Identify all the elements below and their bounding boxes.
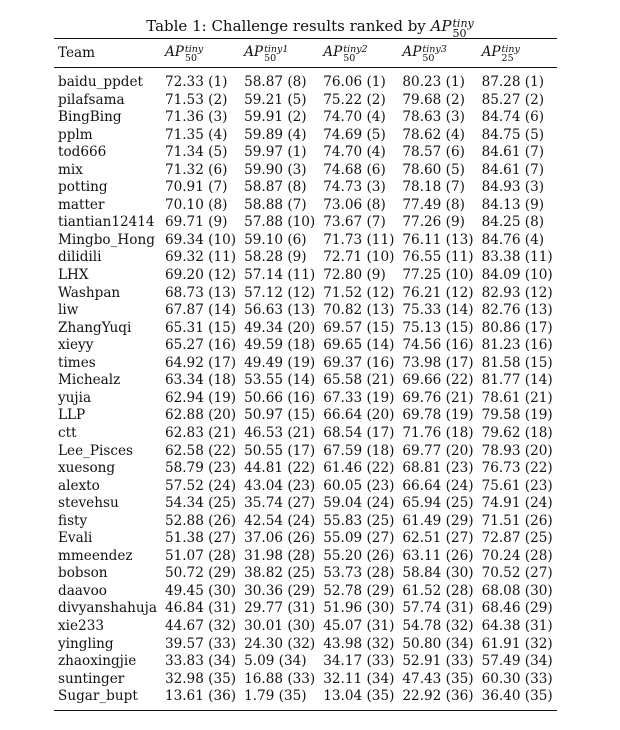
cell-ap50-tiny2: 72.80 (9) bbox=[323, 267, 386, 284]
cell-ap25-tiny: 84.61 (7) bbox=[481, 161, 545, 178]
cell-ap50-tiny1: 59.97 (1) bbox=[244, 144, 307, 161]
cell-team: fisty bbox=[58, 512, 88, 529]
caption-ap: AP bbox=[430, 17, 452, 35]
cell-ap50-tiny3: 73.98 (17) bbox=[402, 354, 474, 371]
table-row bbox=[54, 109, 557, 127]
cell-ap50-tiny3: 77.26 (9) bbox=[402, 214, 465, 231]
cell-ap50-tiny1: 59.89 (4) bbox=[244, 126, 307, 143]
cell-ap50-tiny2: 52.78 (29) bbox=[323, 582, 395, 599]
cell-ap50-tiny1: 53.55 (14) bbox=[244, 372, 316, 389]
cell-ap25-tiny: 68.46 (29) bbox=[481, 600, 553, 617]
table-row bbox=[54, 478, 557, 496]
cell-ap50-tiny: 46.84 (31) bbox=[164, 600, 237, 617]
cell-ap50-tiny3: 77.49 (8) bbox=[402, 196, 465, 213]
table-row bbox=[54, 565, 557, 583]
cell-ap50-tiny1: 57.88 (10) bbox=[244, 214, 316, 231]
cell-ap25-tiny: 84.09 (10) bbox=[481, 267, 553, 284]
cell-team: potting bbox=[58, 179, 108, 196]
cell-ap25-tiny: 84.25 (8) bbox=[481, 214, 545, 231]
cell-ap50-tiny1: 30.36 (29) bbox=[244, 582, 316, 599]
cell-ap50-tiny1: 50.97 (15) bbox=[244, 407, 316, 424]
cell-ap25-tiny: 72.87 (25) bbox=[481, 530, 553, 547]
cell-ap50-tiny: 62.58 (22) bbox=[164, 442, 237, 459]
cell-ap50-tiny1: 57.14 (11) bbox=[244, 267, 316, 284]
cell-ap25-tiny: 81.58 (15) bbox=[481, 354, 553, 371]
cell-team: Michealz bbox=[58, 372, 121, 389]
cell-ap50-tiny1: 44.81 (22) bbox=[244, 460, 316, 477]
cell-ap50-tiny3: 71.76 (18) bbox=[402, 424, 474, 441]
cell-ap50-tiny3: 61.49 (29) bbox=[402, 512, 474, 529]
cell-ap50-tiny2: 51.96 (30) bbox=[323, 600, 395, 617]
table-row bbox=[54, 600, 557, 618]
cell-ap50-tiny3: 78.57 (6) bbox=[402, 144, 465, 161]
cell-ap25-tiny: 81.77 (14) bbox=[481, 372, 553, 389]
cell-ap25-tiny: 84.93 (3) bbox=[481, 179, 545, 196]
cell-ap50-tiny3: 78.62 (4) bbox=[402, 126, 465, 143]
cell-ap25-tiny: 70.52 (27) bbox=[481, 565, 553, 582]
cell-ap50-tiny2: 74.73 (3) bbox=[323, 179, 386, 196]
cell-ap50-tiny3: 75.13 (15) bbox=[402, 319, 474, 336]
cell-ap50-tiny2: 67.59 (18) bbox=[323, 442, 395, 459]
cell-ap50-tiny2: 72.71 (10) bbox=[323, 249, 395, 266]
cell-ap50-tiny: 71.35 (4) bbox=[164, 126, 228, 143]
cell-ap50-tiny: 33.83 (34) bbox=[164, 653, 237, 670]
cell-ap50-tiny3: 54.78 (32) bbox=[402, 617, 474, 634]
cell-ap50-tiny2: 75.22 (2) bbox=[323, 91, 386, 108]
cell-team: pplm bbox=[58, 126, 93, 143]
table-row bbox=[54, 495, 557, 513]
header-ap50-tiny: AP tiny 50 bbox=[164, 43, 204, 64]
cell-ap25-tiny: 78.93 (20) bbox=[481, 442, 553, 459]
cell-ap50-tiny2: 69.57 (15) bbox=[323, 319, 395, 336]
cell-ap50-tiny3: 80.23 (1) bbox=[402, 74, 465, 91]
cell-ap50-tiny3: 58.84 (30) bbox=[402, 565, 474, 582]
cell-ap50-tiny1: 1.79 (35) bbox=[244, 688, 307, 705]
cell-team: tod666 bbox=[58, 144, 107, 161]
cell-ap50-tiny1: 29.77 (31) bbox=[244, 600, 316, 617]
cell-ap50-tiny3: 63.11 (26) bbox=[402, 547, 474, 564]
table-row bbox=[54, 407, 557, 425]
cell-ap50-tiny2: 71.73 (11) bbox=[323, 231, 395, 248]
cell-ap50-tiny1: 30.01 (30) bbox=[244, 617, 316, 634]
cell-ap25-tiny: 75.61 (23) bbox=[481, 477, 553, 494]
cell-ap50-tiny2: 55.09 (27) bbox=[323, 530, 395, 547]
table-row bbox=[54, 390, 557, 408]
header-ap25-tiny: AP tiny 25 bbox=[481, 43, 520, 64]
cell-ap50-tiny3: 69.78 (19) bbox=[402, 407, 474, 424]
cell-team: baidu_ppdet bbox=[58, 74, 144, 91]
cell-team: suntinger bbox=[58, 670, 125, 687]
cell-ap50-tiny3: 78.60 (5) bbox=[402, 161, 465, 178]
cell-ap50-tiny3: 78.18 (7) bbox=[402, 179, 465, 196]
cell-ap50-tiny2: 76.06 (1) bbox=[323, 74, 386, 91]
cell-team: mix bbox=[58, 161, 83, 178]
cell-team: Washpan bbox=[58, 284, 121, 301]
cell-ap50-tiny3: 66.64 (24) bbox=[402, 477, 474, 494]
cell-ap50-tiny3: 75.33 (14) bbox=[402, 302, 474, 319]
cell-ap50-tiny3: 62.51 (27) bbox=[402, 530, 474, 547]
caption-text: Table 1: Challenge results ranked by bbox=[146, 17, 431, 35]
cell-team: bobson bbox=[58, 565, 108, 582]
cell-ap50-tiny1: 49.59 (18) bbox=[244, 337, 316, 354]
table-row bbox=[54, 460, 557, 478]
cell-ap50-tiny2: 67.33 (19) bbox=[323, 389, 395, 406]
cell-ap50-tiny1: 58.87 (8) bbox=[244, 74, 307, 91]
cell-ap50-tiny2: 34.17 (33) bbox=[323, 653, 395, 670]
cell-ap50-tiny1: 58.87 (8) bbox=[244, 179, 307, 196]
cell-ap50-tiny: 70.10 (8) bbox=[164, 196, 228, 213]
cell-ap50-tiny1: 50.66 (16) bbox=[244, 389, 316, 406]
cell-ap50-tiny3: 77.25 (10) bbox=[402, 267, 474, 284]
cell-team: BingBing bbox=[58, 109, 122, 126]
cell-ap50-tiny1: 59.91 (2) bbox=[244, 109, 307, 126]
cell-ap50-tiny1: 58.88 (7) bbox=[244, 196, 307, 213]
cell-ap50-tiny2: 53.73 (28) bbox=[323, 565, 395, 582]
cell-ap50-tiny: 52.88 (26) bbox=[164, 512, 237, 529]
cell-team: stevehsu bbox=[58, 495, 119, 512]
cell-ap50-tiny: 65.27 (16) bbox=[164, 337, 237, 354]
cell-ap50-tiny1: 59.10 (6) bbox=[244, 231, 307, 248]
cell-ap50-tiny2: 59.04 (24) bbox=[323, 495, 395, 512]
table-row bbox=[54, 425, 557, 443]
cell-team: xuesong bbox=[58, 460, 116, 477]
cell-ap50-tiny: 62.94 (19) bbox=[164, 389, 237, 406]
cell-ap50-tiny3: 69.77 (20) bbox=[402, 442, 474, 459]
table-row bbox=[54, 583, 557, 601]
cell-ap50-tiny: 13.61 (36) bbox=[164, 688, 237, 705]
cell-ap25-tiny: 80.86 (17) bbox=[481, 319, 553, 336]
cell-ap50-tiny2: 74.68 (6) bbox=[323, 161, 386, 178]
cell-team: dilidili bbox=[58, 249, 102, 266]
cell-team: LHX bbox=[58, 267, 89, 284]
cell-ap25-tiny: 84.75 (5) bbox=[481, 126, 545, 143]
table-row bbox=[54, 127, 557, 145]
table-row bbox=[54, 442, 557, 460]
cell-ap25-tiny: 87.28 (1) bbox=[481, 74, 545, 91]
cell-ap50-tiny: 50.72 (29) bbox=[164, 565, 237, 582]
cell-ap50-tiny: 67.87 (14) bbox=[164, 302, 237, 319]
cell-team: alexto bbox=[58, 477, 100, 494]
cell-team: pilafsama bbox=[58, 91, 125, 108]
cell-ap50-tiny1: 59.90 (3) bbox=[244, 161, 307, 178]
cell-ap50-tiny: 71.32 (6) bbox=[164, 161, 228, 178]
table-row bbox=[54, 179, 557, 197]
cell-ap50-tiny3: 76.21 (12) bbox=[402, 284, 474, 301]
cell-ap50-tiny3: 78.63 (3) bbox=[402, 109, 465, 126]
caption-sup: tiny bbox=[452, 17, 474, 30]
cell-ap50-tiny: 51.07 (28) bbox=[164, 547, 237, 564]
cell-ap50-tiny2: 55.83 (25) bbox=[323, 512, 395, 529]
cell-ap50-tiny2: 55.20 (26) bbox=[323, 547, 395, 564]
cell-ap50-tiny1: 5.09 (34) bbox=[244, 653, 307, 670]
header-ap50-tiny2: AP tiny2 50 bbox=[323, 43, 368, 64]
table-row bbox=[54, 530, 557, 548]
cell-ap50-tiny2: 74.69 (5) bbox=[323, 126, 386, 143]
cell-team: yujia bbox=[58, 389, 92, 406]
cell-ap50-tiny: 54.34 (25) bbox=[164, 495, 237, 512]
cell-ap50-tiny: 70.91 (7) bbox=[164, 179, 228, 196]
table-row bbox=[54, 285, 557, 303]
cell-ap50-tiny: 62.88 (20) bbox=[164, 407, 237, 424]
table-row bbox=[54, 618, 557, 636]
table-row bbox=[54, 653, 557, 671]
cell-team: xieyy bbox=[58, 337, 94, 354]
cell-ap50-tiny1: 24.30 (32) bbox=[244, 635, 316, 652]
cell-ap50-tiny: 68.73 (13) bbox=[164, 284, 237, 301]
cell-team: matter bbox=[58, 196, 105, 213]
cell-ap25-tiny: 84.76 (4) bbox=[481, 231, 545, 248]
cell-ap50-tiny2: 73.06 (8) bbox=[323, 196, 386, 213]
table-row bbox=[54, 671, 557, 689]
table-caption bbox=[0, 16, 620, 39]
cell-ap50-tiny2: 68.54 (17) bbox=[323, 424, 395, 441]
cell-ap25-tiny: 82.93 (12) bbox=[481, 284, 553, 301]
cell-team: daavoo bbox=[58, 582, 107, 599]
cell-ap50-tiny1: 38.82 (25) bbox=[244, 565, 316, 582]
cell-ap50-tiny1: 49.34 (20) bbox=[244, 319, 316, 336]
table-row bbox=[54, 320, 557, 338]
cell-ap25-tiny: 36.40 (35) bbox=[481, 688, 553, 705]
cell-ap50-tiny1: 16.88 (33) bbox=[244, 670, 316, 687]
cell-ap50-tiny: 51.38 (27) bbox=[164, 530, 237, 547]
table-row bbox=[54, 267, 557, 285]
cell-ap50-tiny: 69.71 (9) bbox=[164, 214, 228, 231]
cell-ap50-tiny3: 76.11 (13) bbox=[402, 231, 474, 248]
cell-ap50-tiny: 63.34 (18) bbox=[164, 372, 237, 389]
cell-ap50-tiny: 44.67 (32) bbox=[164, 617, 237, 634]
cell-ap50-tiny1: 50.55 (17) bbox=[244, 442, 316, 459]
cell-ap50-tiny2: 74.70 (4) bbox=[323, 144, 386, 161]
cell-ap25-tiny: 81.23 (16) bbox=[481, 337, 553, 354]
cell-ap25-tiny: 74.91 (24) bbox=[481, 495, 553, 512]
cell-ap50-tiny3: 68.81 (23) bbox=[402, 460, 474, 477]
cell-team: ZhangYuqi bbox=[58, 319, 132, 336]
cell-ap50-tiny: 72.33 (1) bbox=[164, 74, 228, 91]
cell-ap50-tiny2: 66.64 (20) bbox=[323, 407, 395, 424]
cell-team: yingling bbox=[58, 635, 114, 652]
cell-ap50-tiny2: 61.46 (22) bbox=[323, 460, 395, 477]
cell-ap50-tiny3: 52.91 (33) bbox=[402, 653, 474, 670]
cell-ap50-tiny2: 32.11 (34) bbox=[323, 670, 395, 687]
cell-ap50-tiny: 69.32 (11) bbox=[164, 249, 237, 266]
cell-ap25-tiny: 84.74 (6) bbox=[481, 109, 545, 126]
table-row bbox=[54, 337, 557, 355]
cell-ap50-tiny2: 69.37 (16) bbox=[323, 354, 395, 371]
cell-team: tiantian12414 bbox=[58, 214, 155, 231]
cell-ap50-tiny2: 69.65 (14) bbox=[323, 337, 395, 354]
cell-ap50-tiny3: 50.80 (34) bbox=[402, 635, 474, 652]
table-row bbox=[54, 214, 557, 232]
cell-team: xie233 bbox=[58, 617, 105, 634]
cell-ap25-tiny: 76.73 (22) bbox=[481, 460, 553, 477]
cell-ap50-tiny2: 65.58 (21) bbox=[323, 372, 395, 389]
cell-ap50-tiny1: 37.06 (26) bbox=[244, 530, 316, 547]
cell-ap50-tiny: 32.98 (35) bbox=[164, 670, 237, 687]
table-row bbox=[54, 144, 557, 162]
cell-ap25-tiny: 82.76 (13) bbox=[481, 302, 553, 319]
cell-ap50-tiny3: 79.68 (2) bbox=[402, 91, 465, 108]
table-row bbox=[54, 355, 557, 373]
cell-ap50-tiny: 71.36 (3) bbox=[164, 109, 228, 126]
cell-ap25-tiny: 79.62 (18) bbox=[481, 424, 553, 441]
cell-team: ctt bbox=[58, 424, 77, 441]
cell-ap50-tiny: 58.79 (23) bbox=[164, 460, 237, 477]
cell-ap25-tiny: 60.30 (33) bbox=[481, 670, 553, 687]
cell-ap25-tiny: 83.38 (11) bbox=[481, 249, 553, 266]
table-row bbox=[54, 197, 557, 215]
cell-team: liw bbox=[58, 302, 79, 319]
header-row bbox=[54, 39, 557, 68]
results-table bbox=[54, 38, 557, 711]
cell-ap25-tiny: 61.91 (32) bbox=[481, 635, 553, 652]
cell-ap50-tiny3: 61.52 (28) bbox=[402, 582, 474, 599]
cell-ap50-tiny1: 58.28 (9) bbox=[244, 249, 307, 266]
cell-ap50-tiny3: 22.92 (36) bbox=[402, 688, 474, 705]
cell-ap50-tiny2: 70.82 (13) bbox=[323, 302, 395, 319]
cell-ap25-tiny: 78.61 (21) bbox=[481, 389, 553, 406]
cell-ap50-tiny2: 43.98 (32) bbox=[323, 635, 395, 652]
cell-ap25-tiny: 79.58 (19) bbox=[481, 407, 553, 424]
cell-team: Evali bbox=[58, 530, 93, 547]
cell-ap50-tiny1: 56.63 (13) bbox=[244, 302, 316, 319]
cell-team: zhaoxingjie bbox=[58, 653, 137, 670]
cell-ap50-tiny1: 57.12 (12) bbox=[244, 284, 316, 301]
cell-team: mmeendez bbox=[58, 547, 133, 564]
cell-ap25-tiny: 57.49 (34) bbox=[481, 653, 553, 670]
cell-ap50-tiny3: 76.55 (11) bbox=[402, 249, 474, 266]
cell-ap25-tiny: 64.38 (31) bbox=[481, 617, 553, 634]
cell-ap25-tiny: 70.24 (28) bbox=[481, 547, 553, 564]
cell-ap50-tiny3: 74.56 (16) bbox=[402, 337, 474, 354]
cell-team: Lee_Pisces bbox=[58, 442, 134, 459]
cell-team: times bbox=[58, 354, 96, 371]
cell-ap50-tiny2: 71.52 (12) bbox=[323, 284, 395, 301]
cell-ap50-tiny: 57.52 (24) bbox=[164, 477, 237, 494]
cell-ap25-tiny: 71.51 (26) bbox=[481, 512, 553, 529]
cell-ap50-tiny2: 45.07 (31) bbox=[323, 617, 395, 634]
cell-ap50-tiny1: 46.53 (21) bbox=[244, 424, 316, 441]
cell-ap50-tiny3: 65.94 (25) bbox=[402, 495, 474, 512]
table-row bbox=[54, 162, 557, 180]
cell-ap50-tiny1: 31.98 (28) bbox=[244, 547, 316, 564]
cell-ap50-tiny1: 43.04 (23) bbox=[244, 477, 316, 494]
table-row bbox=[54, 548, 557, 566]
cell-ap50-tiny2: 60.05 (23) bbox=[323, 477, 395, 494]
cell-ap50-tiny: 71.34 (5) bbox=[164, 144, 228, 161]
caption-sub: 50 bbox=[452, 27, 467, 40]
cell-ap25-tiny: 84.61 (7) bbox=[481, 144, 545, 161]
header-ap50-tiny1: AP tiny1 50 bbox=[244, 43, 289, 64]
cell-team: LLP bbox=[58, 407, 86, 424]
table-body bbox=[54, 68, 557, 711]
table-row bbox=[54, 68, 557, 92]
cell-ap25-tiny: 84.13 (9) bbox=[481, 196, 545, 213]
table-row bbox=[54, 92, 557, 110]
header-ap50-tiny3: AP tiny3 50 bbox=[402, 43, 447, 64]
cell-ap50-tiny2: 74.70 (4) bbox=[323, 109, 386, 126]
cell-ap50-tiny: 64.92 (17) bbox=[164, 354, 237, 371]
caption-supsub bbox=[453, 19, 474, 39]
cell-ap50-tiny1: 59.21 (5) bbox=[244, 91, 307, 108]
table-row bbox=[54, 232, 557, 250]
cell-ap50-tiny3: 47.43 (35) bbox=[402, 670, 474, 687]
cell-ap25-tiny: 68.08 (30) bbox=[481, 582, 553, 599]
table-row bbox=[54, 302, 557, 320]
cell-ap50-tiny3: 69.76 (21) bbox=[402, 389, 474, 406]
table-row bbox=[54, 513, 557, 531]
cell-ap50-tiny2: 13.04 (35) bbox=[323, 688, 395, 705]
table-row bbox=[54, 636, 557, 654]
cell-team: Sugar_bupt bbox=[58, 688, 138, 705]
header-team: Team bbox=[58, 45, 96, 61]
cell-ap50-tiny: 71.53 (2) bbox=[164, 91, 228, 108]
cell-ap50-tiny: 69.20 (12) bbox=[164, 267, 237, 284]
cell-ap50-tiny: 39.57 (33) bbox=[164, 635, 237, 652]
cell-team: divyanshahuja bbox=[58, 600, 157, 617]
cell-ap50-tiny: 49.45 (30) bbox=[164, 582, 237, 599]
table-row bbox=[54, 688, 557, 710]
cell-ap50-tiny1: 49.49 (19) bbox=[244, 354, 316, 371]
cell-ap50-tiny3: 69.66 (22) bbox=[402, 372, 474, 389]
table-row bbox=[54, 372, 557, 390]
cell-ap50-tiny: 62.83 (21) bbox=[164, 424, 237, 441]
cell-ap50-tiny1: 42.54 (24) bbox=[244, 512, 316, 529]
cell-ap50-tiny3: 57.74 (31) bbox=[402, 600, 474, 617]
cell-ap50-tiny: 65.31 (15) bbox=[164, 319, 237, 336]
cell-ap50-tiny1: 35.74 (27) bbox=[244, 495, 316, 512]
cell-ap50-tiny2: 73.67 (7) bbox=[323, 214, 386, 231]
cell-ap50-tiny: 69.34 (10) bbox=[164, 231, 237, 248]
cell-ap25-tiny: 85.27 (2) bbox=[481, 91, 545, 108]
table-row bbox=[54, 249, 557, 267]
cell-team: Mingbo_Hong bbox=[58, 231, 155, 248]
